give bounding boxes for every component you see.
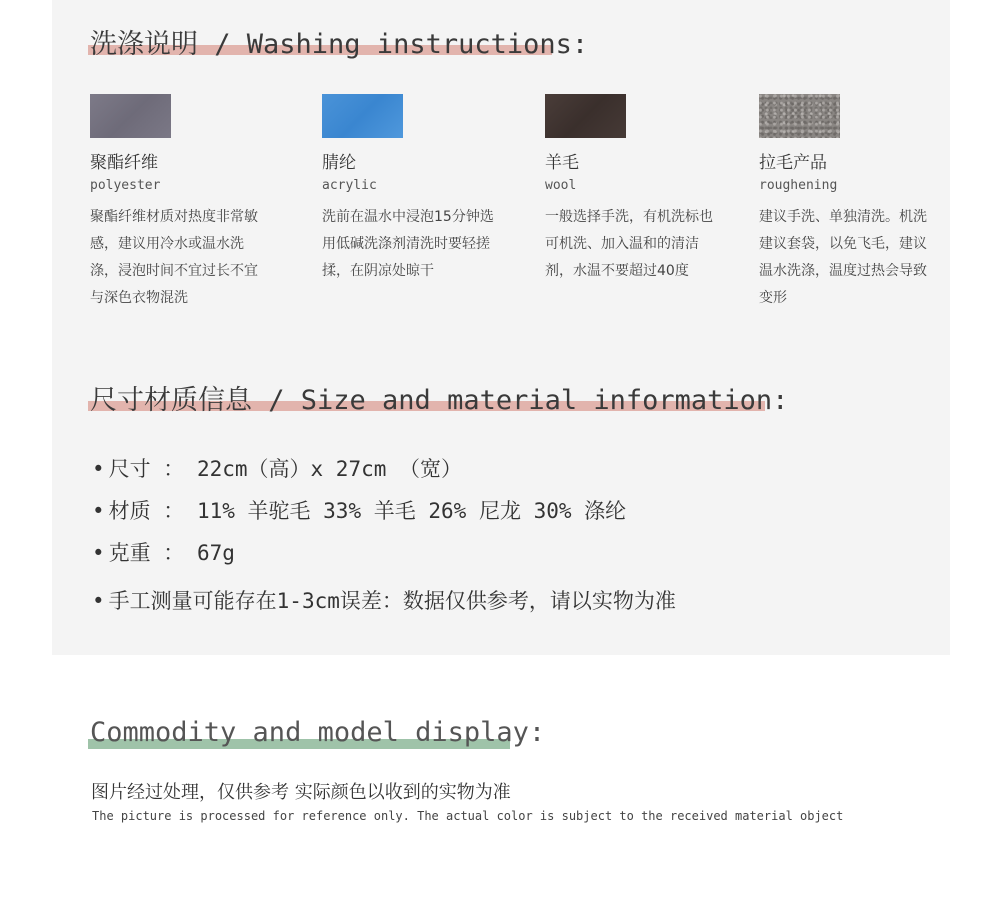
- material-description: 聚酯纤维材质对热度非常敏感，建议用冷水或温水洗涤，浸泡时间不宜过长不宜与深色衣物混洗: [90, 209, 258, 306]
- material-name-cn: 拉毛产品: [759, 153, 827, 173]
- material-description: 建议手洗、单独清洗。机洗建议套袋，以免飞毛，建议温水洗涤，温度过热会导致变形: [759, 209, 927, 306]
- material-name-en: wool: [545, 178, 577, 193]
- disclaimer-cn: 图片经过处理，仅供参考 实际颜色以收到的实物为准: [91, 782, 511, 803]
- material-acrylic: [322, 94, 512, 285]
- spec-weight: [92, 539, 235, 567]
- material-name-en: polyester: [90, 178, 161, 193]
- material-wool: [545, 94, 735, 285]
- roughening-swatch: [759, 94, 840, 138]
- spec-material-text: 材质 ： 11% 羊驼毛 33% 羊毛 26% 尼龙 30% 涤纶: [108, 499, 627, 523]
- material-name-cn: 聚酯纤维: [90, 153, 158, 173]
- spec-weight-text: 克重 ： 67g: [108, 541, 235, 565]
- spec-note-text: 手工测量可能存在1-3cm误差：数据仅供参考，请以实物为准: [108, 589, 676, 613]
- spec-material: [92, 497, 626, 525]
- bullet: •: [92, 541, 105, 565]
- acrylic-swatch: [322, 94, 403, 138]
- material-polyester: [90, 94, 280, 312]
- wool-swatch: [545, 94, 626, 138]
- material-roughening: [759, 94, 949, 312]
- spec-size-text: 尺寸 ： 22cm（高）x 27cm （宽）: [108, 457, 463, 481]
- material-name-cn: 腈纶: [322, 153, 356, 173]
- material-description: 洗前在温水中浸泡15分钟选用低碱洗涤剂清洗时要轻搓揉，在阴凉处晾干: [322, 209, 494, 279]
- size-material-title: 尺寸材质信息 / Size and material information:: [90, 385, 789, 416]
- bullet: •: [92, 499, 105, 523]
- material-name-en: acrylic: [322, 178, 377, 193]
- washing-title: 洗涤说明 / Washing instructions:: [90, 29, 589, 60]
- polyester-swatch: [90, 94, 171, 138]
- disclaimer-en: The picture is processed for reference only. The actual color is subject to the received material object: [92, 809, 844, 823]
- bullet: •: [92, 457, 105, 481]
- spec-size: [92, 455, 462, 483]
- material-name-en: roughening: [759, 178, 838, 193]
- bullet: •: [92, 589, 105, 613]
- material-description: 一般选择手洗，有机洗标也可机洗、加入温和的清洁剂，水温不要超过40度: [545, 209, 713, 279]
- spec-measurement-note: [92, 587, 676, 615]
- material-name-cn: 羊毛: [545, 153, 579, 173]
- commodity-title: Commodity and model display:: [90, 717, 546, 748]
